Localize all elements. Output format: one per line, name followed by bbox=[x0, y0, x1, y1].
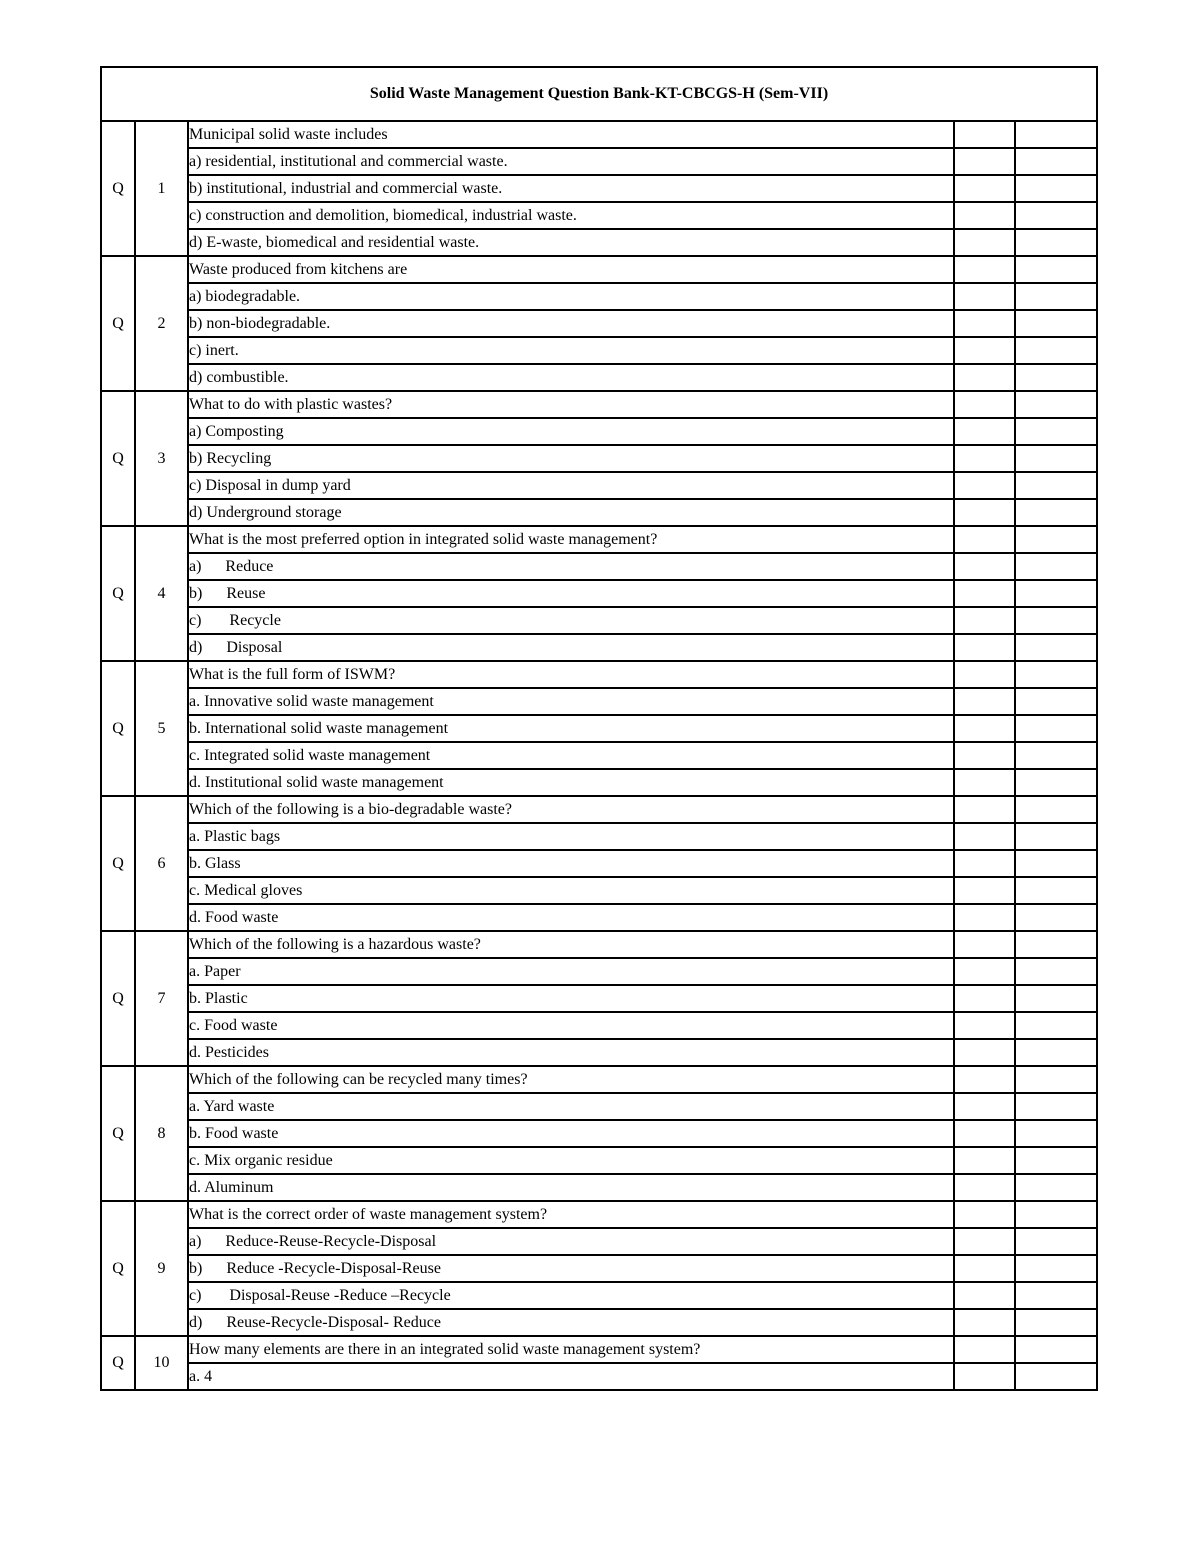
option-row bbox=[101, 580, 1097, 607]
option-row bbox=[101, 445, 1097, 472]
option-text: c) Recycle bbox=[188, 607, 954, 634]
blank-cell bbox=[954, 985, 1015, 1012]
option-text: d. Institutional solid waste management bbox=[188, 769, 954, 796]
blank-cell bbox=[954, 1282, 1015, 1309]
option-text: a. 4 bbox=[188, 1363, 954, 1390]
option-text: d) Reuse-Recycle-Disposal- Reduce bbox=[188, 1309, 954, 1336]
blank-cell bbox=[1015, 391, 1097, 418]
blank-cell bbox=[1015, 337, 1097, 364]
blank-cell bbox=[1015, 121, 1097, 148]
blank-cell bbox=[1015, 1120, 1097, 1147]
blank-cell bbox=[1015, 472, 1097, 499]
blank-cell bbox=[954, 1201, 1015, 1228]
option-row bbox=[101, 1255, 1097, 1282]
blank-cell bbox=[1015, 580, 1097, 607]
blank-cell bbox=[1015, 202, 1097, 229]
blank-cell bbox=[954, 364, 1015, 391]
option-text: b) institutional, industrial and commercial waste. bbox=[188, 175, 954, 202]
option-text: c. Medical gloves bbox=[188, 877, 954, 904]
blank-cell bbox=[954, 769, 1015, 796]
blank-cell bbox=[1015, 877, 1097, 904]
option-text: a. Innovative solid waste management bbox=[188, 688, 954, 715]
blank-cell bbox=[1015, 742, 1097, 769]
option-text: b) Reduce -Recycle-Disposal-Reuse bbox=[188, 1255, 954, 1282]
blank-cell bbox=[954, 904, 1015, 931]
question-label: Q bbox=[101, 931, 135, 1066]
page-title: Solid Waste Management Question Bank-KT-CBCGS-H (Sem-VII) bbox=[101, 67, 1097, 121]
option-row bbox=[101, 1228, 1097, 1255]
blank-cell bbox=[1015, 688, 1097, 715]
option-row bbox=[101, 688, 1097, 715]
option-row bbox=[101, 715, 1097, 742]
option-text: d. Food waste bbox=[188, 904, 954, 931]
question-text: What is the most preferred option in integrated solid waste management? bbox=[188, 526, 954, 553]
option-text: b) non-biodegradable. bbox=[188, 310, 954, 337]
question-text: What is the full form of ISWM? bbox=[188, 661, 954, 688]
option-row bbox=[101, 769, 1097, 796]
option-text: d. Pesticides bbox=[188, 1039, 954, 1066]
option-text: b. Food waste bbox=[188, 1120, 954, 1147]
question-row bbox=[101, 796, 1097, 823]
blank-cell bbox=[1015, 931, 1097, 958]
question-number: 3 bbox=[135, 391, 188, 526]
question-number: 4 bbox=[135, 526, 188, 661]
question-number: 8 bbox=[135, 1066, 188, 1201]
blank-cell bbox=[1015, 1309, 1097, 1336]
blank-cell bbox=[954, 1120, 1015, 1147]
option-text: b) Reuse bbox=[188, 580, 954, 607]
blank-cell bbox=[954, 958, 1015, 985]
blank-cell bbox=[954, 418, 1015, 445]
blank-cell bbox=[954, 175, 1015, 202]
question-row bbox=[101, 1066, 1097, 1093]
blank-cell bbox=[1015, 229, 1097, 256]
question-label: Q bbox=[101, 1201, 135, 1336]
question-text: Which of the following can be recycled many times? bbox=[188, 1066, 954, 1093]
blank-cell bbox=[954, 1147, 1015, 1174]
question-text: Which of the following is a hazardous waste? bbox=[188, 931, 954, 958]
blank-cell bbox=[1015, 715, 1097, 742]
question-number: 7 bbox=[135, 931, 188, 1066]
blank-cell bbox=[1015, 1093, 1097, 1120]
title-row bbox=[101, 67, 1097, 121]
question-label: Q bbox=[101, 661, 135, 796]
question-row bbox=[101, 256, 1097, 283]
blank-cell bbox=[1015, 1255, 1097, 1282]
blank-cell bbox=[954, 607, 1015, 634]
option-text: a. Paper bbox=[188, 958, 954, 985]
blank-cell bbox=[954, 526, 1015, 553]
option-row bbox=[101, 418, 1097, 445]
option-row bbox=[101, 175, 1097, 202]
blank-cell bbox=[954, 229, 1015, 256]
option-row bbox=[101, 1039, 1097, 1066]
question-label: Q bbox=[101, 256, 135, 391]
option-text: b. Glass bbox=[188, 850, 954, 877]
blank-cell bbox=[954, 310, 1015, 337]
question-text: What to do with plastic wastes? bbox=[188, 391, 954, 418]
option-row bbox=[101, 1174, 1097, 1201]
blank-cell bbox=[954, 256, 1015, 283]
blank-cell bbox=[1015, 364, 1097, 391]
blank-cell bbox=[954, 391, 1015, 418]
option-row bbox=[101, 1147, 1097, 1174]
option-row bbox=[101, 823, 1097, 850]
question-row bbox=[101, 931, 1097, 958]
blank-cell bbox=[1015, 1039, 1097, 1066]
option-text: c) construction and demolition, biomedical, industrial waste. bbox=[188, 202, 954, 229]
option-row bbox=[101, 499, 1097, 526]
option-row bbox=[101, 1282, 1097, 1309]
blank-cell bbox=[1015, 445, 1097, 472]
blank-cell bbox=[954, 823, 1015, 850]
option-row bbox=[101, 985, 1097, 1012]
blank-cell bbox=[954, 661, 1015, 688]
option-text: b. Plastic bbox=[188, 985, 954, 1012]
blank-cell bbox=[954, 553, 1015, 580]
question-row bbox=[101, 1201, 1097, 1228]
blank-cell bbox=[954, 1363, 1015, 1390]
blank-cell bbox=[1015, 148, 1097, 175]
blank-cell bbox=[1015, 1228, 1097, 1255]
blank-cell bbox=[1015, 769, 1097, 796]
blank-cell bbox=[1015, 607, 1097, 634]
blank-cell bbox=[1015, 283, 1097, 310]
option-row bbox=[101, 553, 1097, 580]
option-row bbox=[101, 1309, 1097, 1336]
question-bank-table bbox=[100, 66, 1098, 1391]
question-label: Q bbox=[101, 121, 135, 256]
question-number: 6 bbox=[135, 796, 188, 931]
blank-cell bbox=[954, 499, 1015, 526]
question-row bbox=[101, 391, 1097, 418]
blank-cell bbox=[1015, 175, 1097, 202]
question-number: 9 bbox=[135, 1201, 188, 1336]
option-text: d) E-waste, biomedical and residential waste. bbox=[188, 229, 954, 256]
question-row bbox=[101, 121, 1097, 148]
question-row bbox=[101, 661, 1097, 688]
blank-cell bbox=[954, 1309, 1015, 1336]
option-row bbox=[101, 1363, 1097, 1390]
option-row bbox=[101, 229, 1097, 256]
question-number: 5 bbox=[135, 661, 188, 796]
blank-cell bbox=[954, 634, 1015, 661]
question-label: Q bbox=[101, 1066, 135, 1201]
blank-cell bbox=[1015, 526, 1097, 553]
blank-cell bbox=[1015, 823, 1097, 850]
option-row bbox=[101, 634, 1097, 661]
blank-cell bbox=[954, 1336, 1015, 1363]
blank-cell bbox=[954, 1066, 1015, 1093]
option-row bbox=[101, 1093, 1097, 1120]
blank-cell bbox=[954, 796, 1015, 823]
question-text: How many elements are there in an integrated solid waste management system? bbox=[188, 1336, 954, 1363]
option-row bbox=[101, 607, 1097, 634]
blank-cell bbox=[954, 1174, 1015, 1201]
question-text: Which of the following is a bio-degradable waste? bbox=[188, 796, 954, 823]
option-text: c) Disposal-Reuse -Reduce –Recycle bbox=[188, 1282, 954, 1309]
question-number: 10 bbox=[135, 1336, 188, 1390]
blank-cell bbox=[954, 121, 1015, 148]
blank-cell bbox=[954, 472, 1015, 499]
option-text: d. Aluminum bbox=[188, 1174, 954, 1201]
question-row bbox=[101, 526, 1097, 553]
blank-cell bbox=[954, 1093, 1015, 1120]
blank-cell bbox=[954, 715, 1015, 742]
option-row bbox=[101, 472, 1097, 499]
option-row bbox=[101, 1120, 1097, 1147]
option-text: b. International solid waste management bbox=[188, 715, 954, 742]
question-label: Q bbox=[101, 391, 135, 526]
blank-cell bbox=[1015, 499, 1097, 526]
option-text: d) Disposal bbox=[188, 634, 954, 661]
option-text: b) Recycling bbox=[188, 445, 954, 472]
blank-cell bbox=[1015, 958, 1097, 985]
option-row bbox=[101, 850, 1097, 877]
option-row bbox=[101, 202, 1097, 229]
option-row bbox=[101, 364, 1097, 391]
question-row bbox=[101, 1336, 1097, 1363]
option-text: c. Food waste bbox=[188, 1012, 954, 1039]
blank-cell bbox=[1015, 904, 1097, 931]
option-row bbox=[101, 283, 1097, 310]
blank-cell bbox=[1015, 1066, 1097, 1093]
question-label: Q bbox=[101, 526, 135, 661]
blank-cell bbox=[954, 877, 1015, 904]
blank-cell bbox=[1015, 1201, 1097, 1228]
blank-cell bbox=[954, 202, 1015, 229]
blank-cell bbox=[1015, 634, 1097, 661]
blank-cell bbox=[954, 742, 1015, 769]
blank-cell bbox=[1015, 1282, 1097, 1309]
option-text: a) residential, institutional and commercial waste. bbox=[188, 148, 954, 175]
question-text: What is the correct order of waste management system? bbox=[188, 1201, 954, 1228]
blank-cell bbox=[954, 688, 1015, 715]
blank-cell bbox=[1015, 256, 1097, 283]
blank-cell bbox=[954, 1012, 1015, 1039]
option-row bbox=[101, 1012, 1097, 1039]
blank-cell bbox=[1015, 1174, 1097, 1201]
option-text: c) Disposal in dump yard bbox=[188, 472, 954, 499]
option-row bbox=[101, 958, 1097, 985]
blank-cell bbox=[1015, 661, 1097, 688]
question-label: Q bbox=[101, 796, 135, 931]
question-label: Q bbox=[101, 1336, 135, 1390]
blank-cell bbox=[954, 931, 1015, 958]
blank-cell bbox=[954, 445, 1015, 472]
blank-cell bbox=[954, 1039, 1015, 1066]
option-text: d) Underground storage bbox=[188, 499, 954, 526]
blank-cell bbox=[1015, 1012, 1097, 1039]
option-text: d) combustible. bbox=[188, 364, 954, 391]
option-text: a. Plastic bags bbox=[188, 823, 954, 850]
option-row bbox=[101, 148, 1097, 175]
option-text: c. Integrated solid waste management bbox=[188, 742, 954, 769]
blank-cell bbox=[954, 283, 1015, 310]
question-text: Waste produced from kitchens are bbox=[188, 256, 954, 283]
option-text: a) Reduce-Reuse-Recycle-Disposal bbox=[188, 1228, 954, 1255]
blank-cell bbox=[1015, 985, 1097, 1012]
option-text: a) biodegradable. bbox=[188, 283, 954, 310]
option-row bbox=[101, 742, 1097, 769]
blank-cell bbox=[954, 1228, 1015, 1255]
option-text: a) Reduce bbox=[188, 553, 954, 580]
blank-cell bbox=[1015, 1363, 1097, 1390]
blank-cell bbox=[954, 580, 1015, 607]
question-text: Municipal solid waste includes bbox=[188, 121, 954, 148]
option-text: c) inert. bbox=[188, 337, 954, 364]
option-row bbox=[101, 877, 1097, 904]
blank-cell bbox=[1015, 1336, 1097, 1363]
question-number: 1 bbox=[135, 121, 188, 256]
blank-cell bbox=[1015, 1147, 1097, 1174]
option-row bbox=[101, 337, 1097, 364]
option-text: a. Yard waste bbox=[188, 1093, 954, 1120]
blank-cell bbox=[954, 148, 1015, 175]
blank-cell bbox=[1015, 310, 1097, 337]
blank-cell bbox=[954, 1255, 1015, 1282]
blank-cell bbox=[1015, 418, 1097, 445]
blank-cell bbox=[1015, 553, 1097, 580]
blank-cell bbox=[1015, 850, 1097, 877]
blank-cell bbox=[954, 850, 1015, 877]
blank-cell bbox=[1015, 796, 1097, 823]
option-row bbox=[101, 904, 1097, 931]
option-row bbox=[101, 310, 1097, 337]
option-text: a) Composting bbox=[188, 418, 954, 445]
blank-cell bbox=[954, 337, 1015, 364]
question-number: 2 bbox=[135, 256, 188, 391]
option-text: c. Mix organic residue bbox=[188, 1147, 954, 1174]
